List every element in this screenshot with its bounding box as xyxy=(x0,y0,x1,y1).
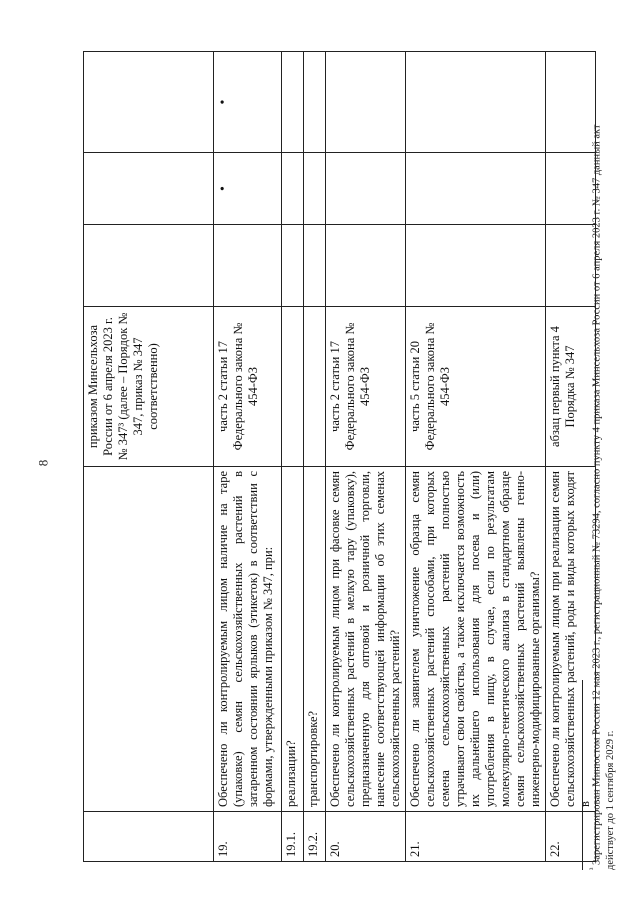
footnote-marker: ³ xyxy=(588,867,597,870)
row-answer-na xyxy=(304,52,326,153)
row-answer-no xyxy=(84,153,214,225)
table-row xyxy=(84,52,214,862)
row-question: транспортировке? xyxy=(304,467,326,812)
row-number: 21. xyxy=(406,812,546,862)
page-number: 8 xyxy=(35,459,51,467)
row-question: реализации? xyxy=(282,467,304,812)
row-answer-no: • xyxy=(214,153,282,225)
row-answer-no xyxy=(326,153,406,225)
row-answer-yes xyxy=(84,225,214,307)
row-number: 19. xyxy=(214,812,282,862)
row-answer-na xyxy=(326,52,406,153)
checklist-table xyxy=(83,51,596,862)
document-sheet xyxy=(83,52,592,862)
row-answer-no xyxy=(406,153,546,225)
row-number xyxy=(84,812,214,862)
row-answer-no xyxy=(282,153,304,225)
row-question: Обеспечено ли контролируемым лицом при реализации семян сельскохозяйственных растений, роды и виды которых входят в xyxy=(546,467,596,812)
row-answer-no xyxy=(304,153,326,225)
row-reference: абзац первый пункта 4 Порядка № 347 xyxy=(546,307,596,467)
row-question: Обеспечено ли контролируемым лицом наличие на таре (упаковке) семян сельскохозяйственных растений в затаренном состоянии ярлыков (этикеток) в соответствии с формами, утвержденными приказом № 347, при: xyxy=(214,467,282,812)
row-question: Обеспечено ли заявителем уничтожение образца семян сельскохозяйственных растений способами, при которых семена сельскохозяйственных растений полностью утрачивают свои свойства, а также исключается возможность их дальнейшего использования для посева и (или) употребления в пищу, в случае, если по результатам молекулярно-генетического анализа в стандартном образце семян сельскохозяйственных растений выявлены генно-инженерно-модифицированные организмы? xyxy=(406,467,546,812)
row-reference xyxy=(282,307,304,467)
row-reference: часть 2 статьи 17 Федерального закона № 454-ФЗ xyxy=(214,307,282,467)
row-reference: часть 5 статьи 20 Федерального закона № 454-ФЗ xyxy=(406,307,546,467)
row-answer-yes xyxy=(326,225,406,307)
row-answer-na xyxy=(406,52,546,153)
footnote-text: Зарегистрирован Минюстом России 12 мая 2023 г., регистрационный № 73294, согласно пункту 4 приказа Минсельхоза России от 6 апреля 2023 г. № 347 данный акт действует до 1 сентября 2029 г. xyxy=(591,124,616,870)
table-row xyxy=(304,52,326,862)
footnote-divider xyxy=(582,680,583,870)
row-answer-na xyxy=(282,52,304,153)
row-answer-yes xyxy=(214,225,282,307)
row-reference: часть 2 статьи 17 Федерального закона № 454-ФЗ xyxy=(326,307,406,467)
footnote xyxy=(582,110,617,870)
table-row xyxy=(282,52,304,862)
table-row xyxy=(406,52,546,862)
table-row xyxy=(326,52,406,862)
row-number: 19.2. xyxy=(304,812,326,862)
row-number: 22. xyxy=(546,812,596,862)
row-answer-yes xyxy=(282,225,304,307)
row-answer-yes xyxy=(406,225,546,307)
row-answer-yes xyxy=(304,225,326,307)
row-number: 19.1. xyxy=(282,812,304,862)
row-reference: приказом Минсельхоза России от 6 апреля 2023 г. № 347³ (далее – Порядок № 347, приказ № 347 соответственно) xyxy=(84,307,214,467)
row-number: 20. xyxy=(326,812,406,862)
row-reference xyxy=(304,307,326,467)
table-row xyxy=(214,52,282,862)
row-answer-na xyxy=(84,52,214,153)
row-question: Обеспечено ли контролируемым лицом при фасовке семян сельскохозяйственных растений в мелкую тару (упаковку), предназначенную для оптовой и розничной торговли, нанесение соответствующей информации об этих семенах сельскохозяйственных растений? xyxy=(326,467,406,812)
row-question xyxy=(84,467,214,812)
row-answer-na: • xyxy=(214,52,282,153)
